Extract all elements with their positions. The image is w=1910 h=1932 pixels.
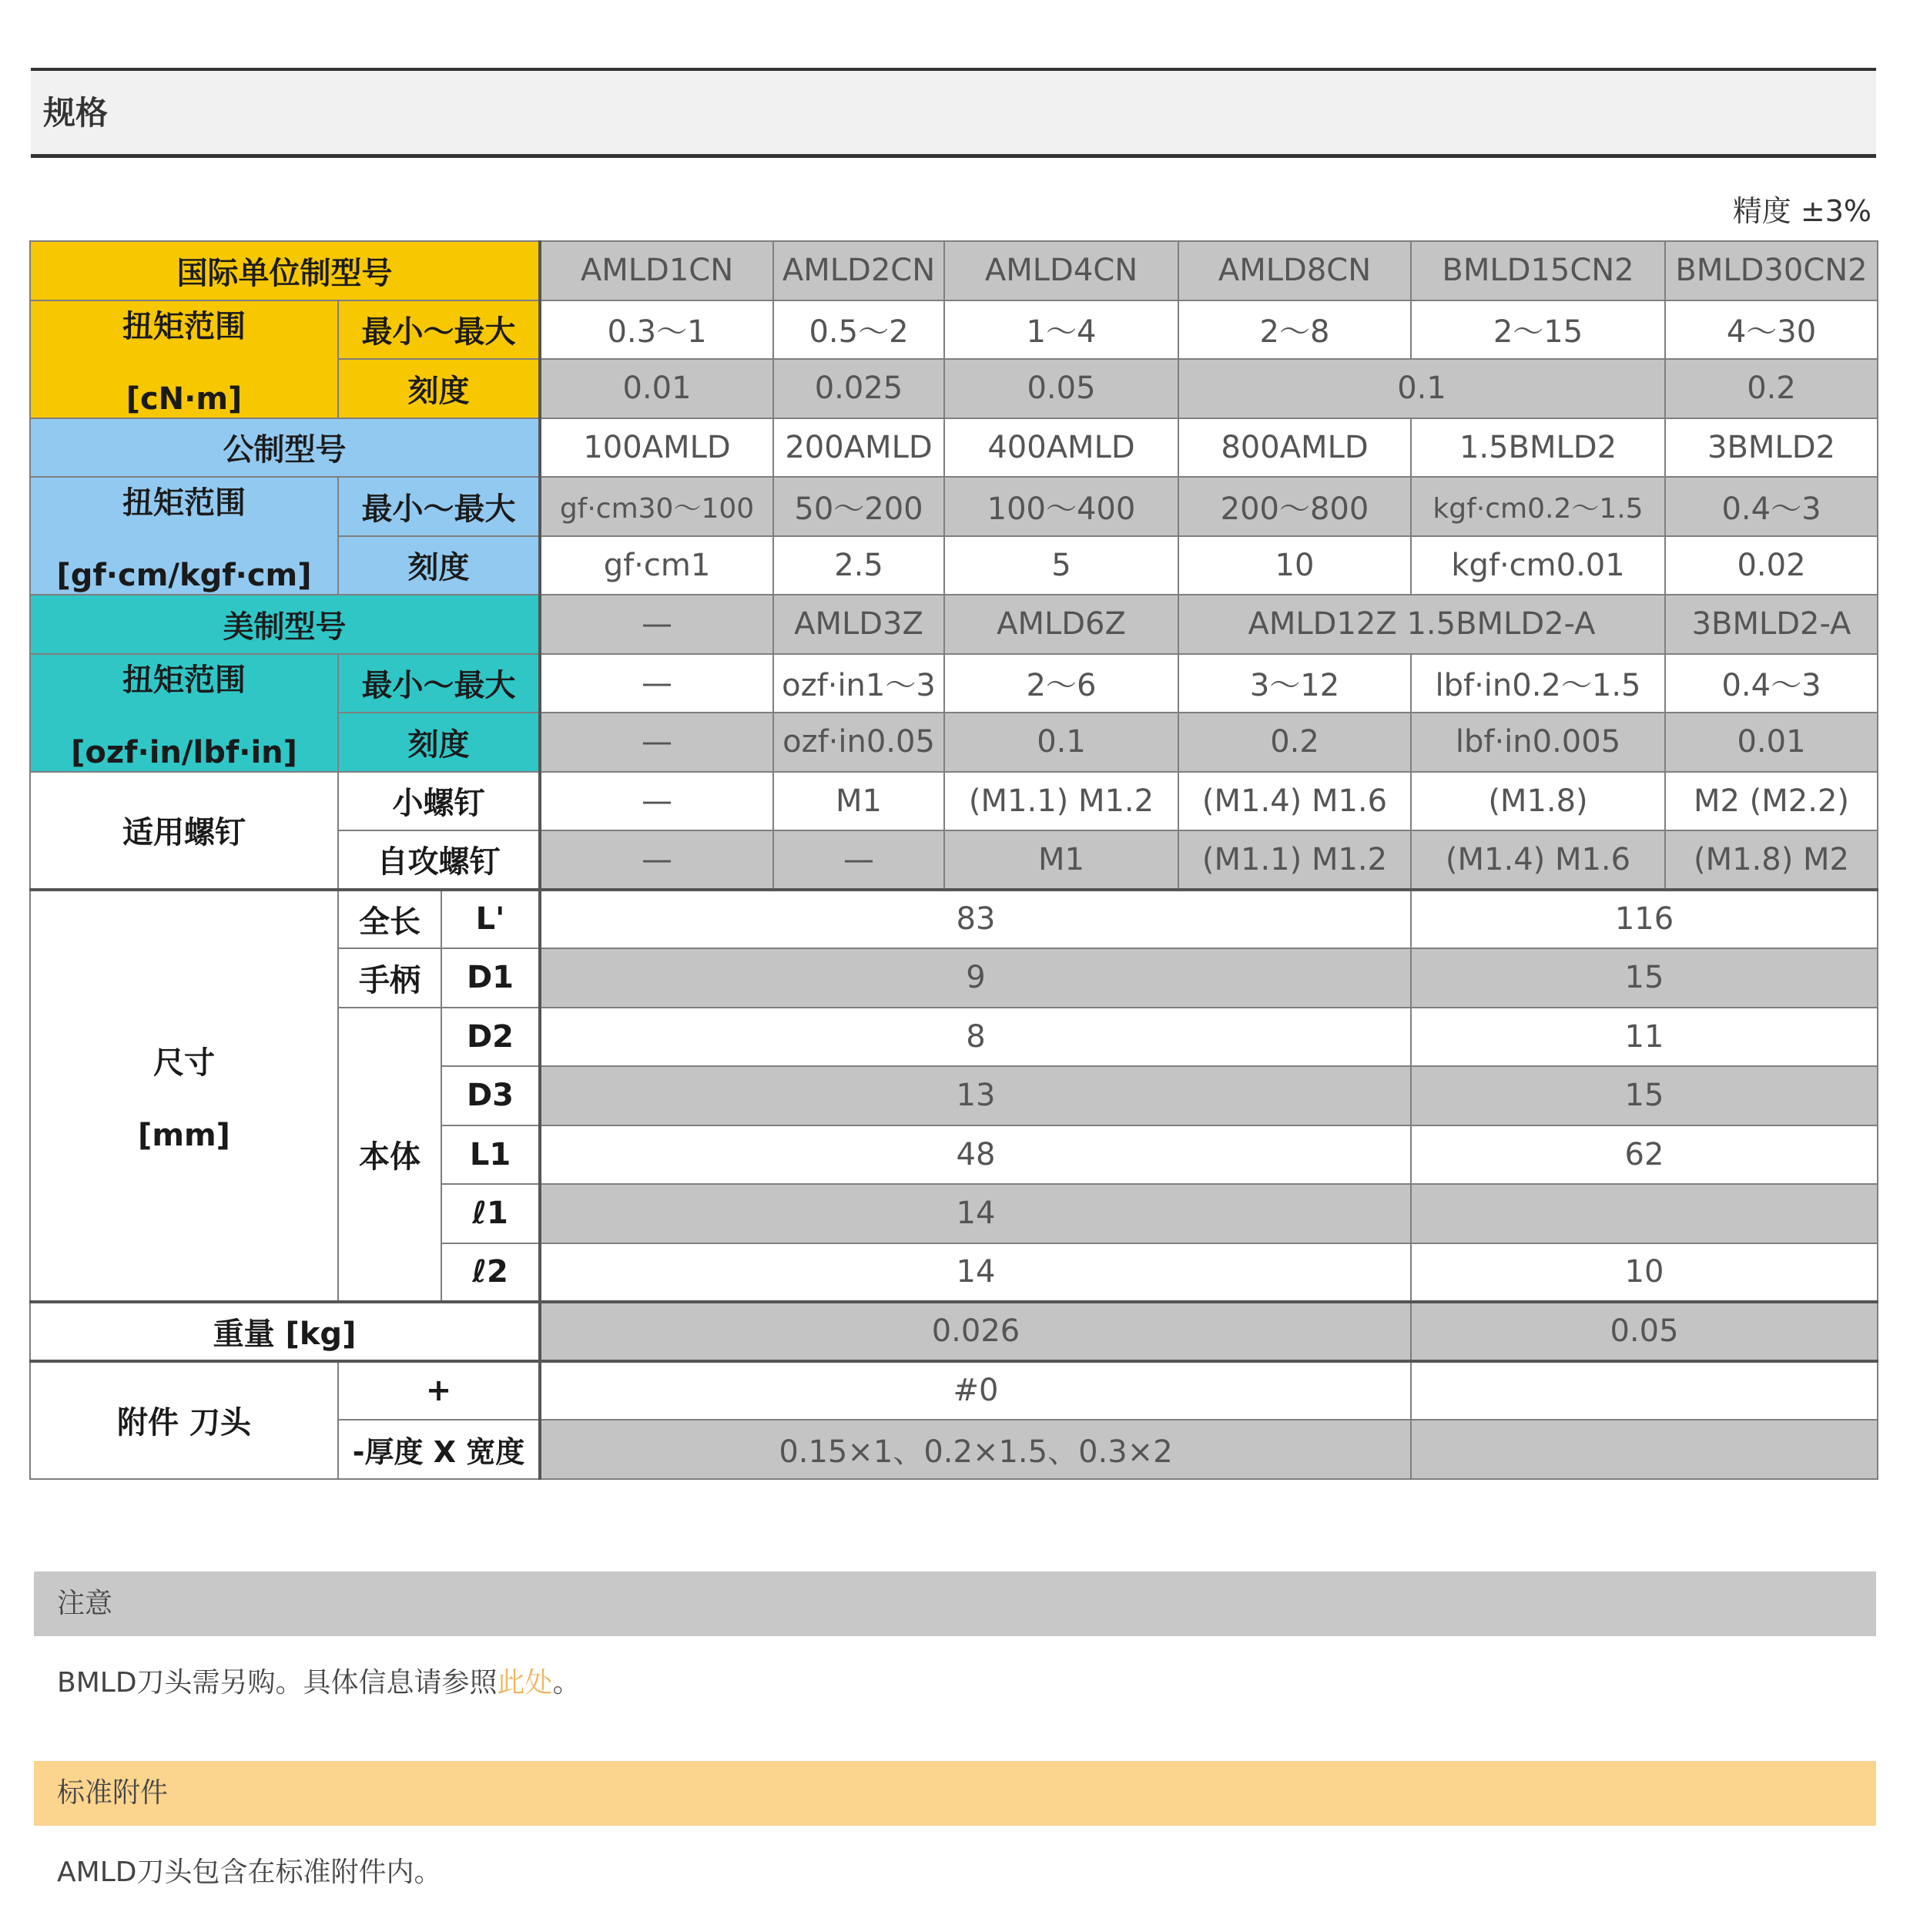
- handle-label: 手柄: [338, 948, 441, 1008]
- dim-value: 15: [1411, 1066, 1878, 1125]
- row-metric-models: [30, 418, 1878, 478]
- row-us-minmax: [30, 654, 1878, 713]
- dim-code: L': [441, 890, 540, 949]
- value-cell: 0.1: [944, 713, 1178, 772]
- value-cell: 0.2: [1665, 359, 1878, 418]
- dim-value: 14: [540, 1243, 1411, 1303]
- caution-text-after: 。: [552, 1667, 581, 1699]
- value-cell: (M1.8): [1411, 772, 1665, 831]
- min-max-label: 最小～最大: [338, 654, 540, 713]
- weight-value: 0.026: [540, 1302, 1411, 1361]
- dim-value: 83: [540, 890, 1411, 949]
- min-max-label: 最小～最大: [338, 300, 540, 360]
- value-cell: M1: [944, 830, 1178, 890]
- plus-label: +: [338, 1361, 540, 1420]
- minus-value-empty: [1411, 1420, 1878, 1479]
- unit-cnm: [cN·m]: [126, 381, 243, 417]
- value-cell: 1～4: [944, 300, 1178, 360]
- dim-value: 15: [1411, 948, 1878, 1008]
- value-cell: 0.3～1: [540, 300, 773, 360]
- value-cell: —: [773, 830, 944, 890]
- value-cell: —: [540, 772, 773, 831]
- plus-value: #0: [540, 1361, 1411, 1420]
- value-cell: 2.5: [773, 536, 944, 595]
- weight-value: 0.05: [1411, 1302, 1878, 1361]
- dim-value: 14: [540, 1184, 1411, 1243]
- torque-range-label: 扭矩范围: [122, 662, 246, 698]
- dim-value: 62: [1411, 1125, 1878, 1185]
- dim-code: D2: [441, 1008, 540, 1067]
- model-cell: AMLD1CN: [540, 241, 773, 300]
- dim-code: D1: [441, 948, 540, 1008]
- value-cell: 100～400: [944, 477, 1178, 536]
- value-cell: (M1.1) M1.2: [944, 772, 1178, 831]
- caution-text: [57, 1656, 1828, 1710]
- small-screw-label: 小螺钉: [338, 772, 540, 831]
- value-cell: 10: [1178, 536, 1411, 595]
- row-small-screw: [30, 772, 1878, 831]
- value-cell: (M1.8) M2: [1665, 830, 1878, 890]
- torque-range-label: 扭矩范围: [122, 308, 246, 344]
- value-cell: 3～12: [1178, 654, 1411, 713]
- graduation-label: 刻度: [338, 536, 540, 595]
- model-cell: AMLD3Z: [773, 595, 944, 654]
- us-model-label: 美制型号: [30, 595, 540, 654]
- dim-unit: [mm]: [138, 1117, 230, 1153]
- model-cell: AMLD4CN: [944, 241, 1178, 300]
- model-cell: 400AMLD: [944, 418, 1178, 478]
- model-cell: 3BMLD2-A: [1665, 595, 1878, 654]
- model-cell: 100AMLD: [540, 418, 773, 478]
- dim-code: L1: [441, 1125, 540, 1185]
- section-bottom-rule: [31, 154, 1876, 158]
- model-cell: 200AMLD: [773, 418, 944, 478]
- dim-label: [30, 890, 338, 1303]
- value-cell: 50～200: [773, 477, 944, 536]
- value-cell: 2～6: [944, 654, 1178, 713]
- row-dim-full-length: [30, 890, 1878, 949]
- torque-range-metric-label: [30, 477, 338, 595]
- value-cell: 0.01: [540, 359, 773, 418]
- value-cell: —: [540, 654, 773, 713]
- minus-label: -厚度 X 宽度: [338, 1420, 540, 1479]
- screw-label: 适用螺钉: [30, 772, 338, 890]
- standard-accessory-text: AMLD刀头包含在标准附件内。: [57, 1857, 442, 1888]
- value-cell: 0.4～3: [1665, 654, 1878, 713]
- spec-table: [29, 240, 1878, 1480]
- value-cell: (M1.4) M1.6: [1411, 830, 1665, 890]
- value-cell: —: [540, 713, 773, 772]
- min-max-label: 最小～最大: [338, 477, 540, 536]
- dim-code: ℓ2: [441, 1243, 540, 1303]
- minus-value: 0.15×1、0.2×1.5、0.3×2: [540, 1420, 1411, 1479]
- dim-value: 116: [1411, 890, 1878, 949]
- tapping-screw-label: 自攻螺钉: [338, 830, 540, 890]
- row-us-models: [30, 595, 1878, 654]
- value-cell: 0.4～3: [1665, 477, 1878, 536]
- value-cell: lbf·in0.2～1.5: [1411, 654, 1665, 713]
- dim-value: 13: [540, 1066, 1411, 1125]
- model-cell: AMLD12Z 1.5BMLD2-A: [1178, 595, 1665, 654]
- dim-value: 10: [1411, 1243, 1878, 1303]
- caution-header: 注意: [34, 1571, 1876, 1636]
- value-cell: ozf·in0.05: [773, 713, 944, 772]
- accessory-label: 附件 刀头: [30, 1361, 338, 1479]
- row-si-models: [30, 241, 1878, 300]
- torque-range-si-label: [30, 300, 338, 418]
- dim-code: D3: [441, 1066, 540, 1125]
- model-cell: AMLD8CN: [1178, 241, 1411, 300]
- value-cell: 0.5～2: [773, 300, 944, 360]
- value-cell: lbf·in0.005: [1411, 713, 1665, 772]
- row-weight: [30, 1302, 1878, 1361]
- value-cell: 0.05: [944, 359, 1178, 418]
- model-cell: 3BMLD2: [1665, 418, 1878, 478]
- dim-value: 48: [540, 1125, 1411, 1185]
- value-cell: (M1.4) M1.6: [1178, 772, 1411, 831]
- accuracy-note: 精度 ±3%: [1732, 194, 1871, 228]
- dim-value: 11: [1411, 1008, 1878, 1067]
- value-cell: 0.2: [1178, 713, 1411, 772]
- model-cell: 1.5BMLD2: [1411, 418, 1665, 478]
- unit-ozf: [ozf·in/lbf·in]: [71, 734, 297, 770]
- value-cell: 2～15: [1411, 300, 1665, 360]
- model-cell: 800AMLD: [1178, 418, 1411, 478]
- model-cell: AMLD6Z: [944, 595, 1178, 654]
- model-cell: AMLD2CN: [773, 241, 944, 300]
- model-cell: —: [540, 595, 773, 654]
- standard-accessory-header: 标准附件: [34, 1761, 1876, 1826]
- dim-value: [1411, 1184, 1878, 1243]
- value-cell: 0.01: [1665, 713, 1878, 772]
- value-cell: 200～800: [1178, 477, 1411, 536]
- dim-value: 8: [540, 1008, 1411, 1067]
- torque-range-us-label: [30, 654, 338, 772]
- si-model-label: 国际单位制型号: [30, 241, 540, 300]
- caution-link[interactable]: 此处: [497, 1667, 553, 1699]
- value-cell: ozf·in1～3: [773, 654, 944, 713]
- value-cell: gf·cm30～100: [540, 477, 773, 536]
- value-cell: gf·cm1: [540, 536, 773, 595]
- value-cell: (M1.1) M1.2: [1178, 830, 1411, 890]
- weight-label: 重量 [kg]: [30, 1302, 540, 1361]
- dim-value: 9: [540, 948, 1411, 1008]
- row-si-minmax: [30, 300, 1878, 360]
- metric-model-label: 公制型号: [30, 418, 540, 478]
- model-cell: BMLD30CN2: [1665, 241, 1878, 300]
- body-label: 本体: [338, 1008, 441, 1303]
- caution-text-before: BMLD刀头需另购。具体信息请参照: [57, 1667, 498, 1699]
- value-cell: 0.025: [773, 359, 944, 418]
- unit-gfcm: [gf·cm/kgf·cm]: [56, 558, 312, 593]
- graduation-label: 刻度: [338, 359, 540, 418]
- value-cell: kgf·cm0.01: [1411, 536, 1665, 595]
- value-cell: 2～8: [1178, 300, 1411, 360]
- model-cell: BMLD15CN2: [1411, 241, 1665, 300]
- value-cell: 0.02: [1665, 536, 1878, 595]
- row-metric-minmax: [30, 477, 1878, 536]
- value-cell: 0.1: [1178, 359, 1665, 418]
- section-title: 规格: [31, 71, 1876, 156]
- value-cell: M1: [773, 772, 944, 831]
- value-cell: 5: [944, 536, 1178, 595]
- torque-range-label: 扭矩范围: [122, 485, 246, 521]
- value-cell: —: [540, 830, 773, 890]
- value-cell: 4～30: [1665, 300, 1878, 360]
- row-accessory-plus: [30, 1361, 1878, 1420]
- dim-code: ℓ1: [441, 1184, 540, 1243]
- full-length-label: 全长: [338, 890, 441, 949]
- dim-title: 尺寸: [153, 1045, 215, 1081]
- graduation-label: 刻度: [338, 713, 540, 772]
- plus-value-empty: [1411, 1361, 1878, 1420]
- value-cell: kgf·cm0.2～1.5: [1411, 477, 1665, 536]
- value-cell: M2 (M2.2): [1665, 772, 1878, 831]
